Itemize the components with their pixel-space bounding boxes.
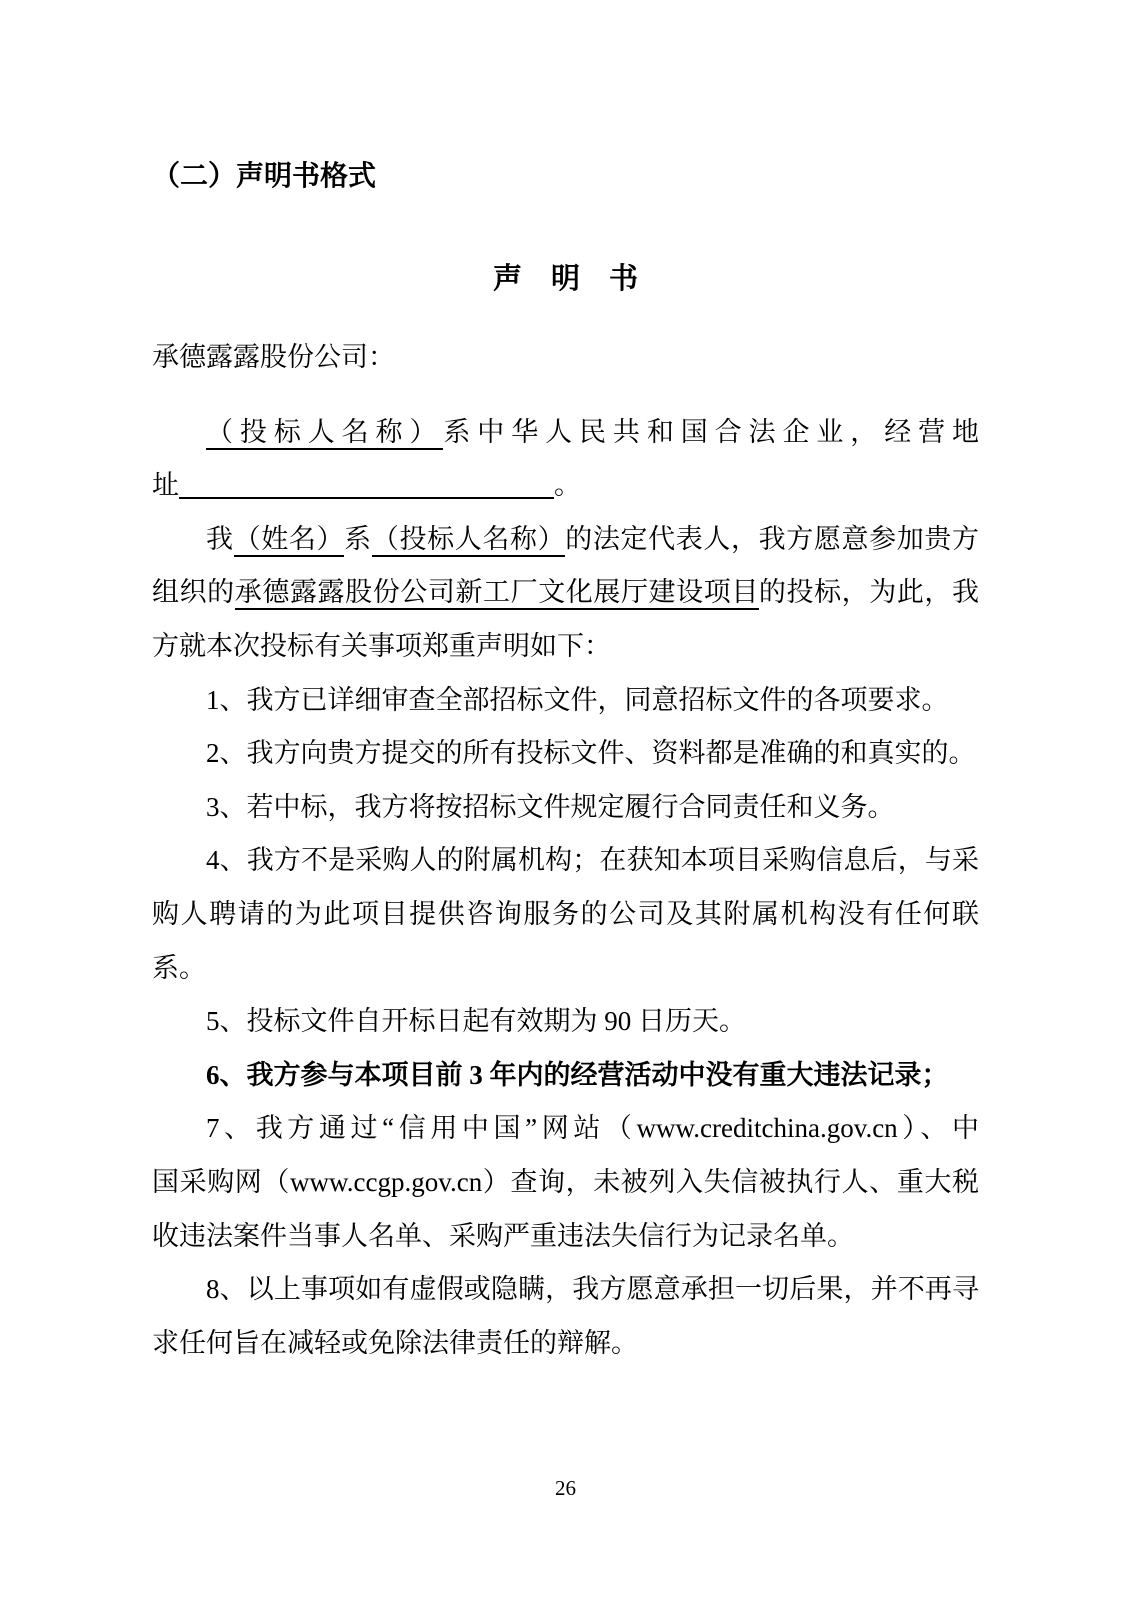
body-line bbox=[152, 995, 979, 1049]
text-segment: 系。 bbox=[152, 952, 206, 983]
text-segment: 收违法案件当事人名单、采购严重违法失信行为记录名单。 bbox=[152, 1220, 854, 1251]
body-line bbox=[152, 781, 979, 835]
text-segment: 4、我方不是采购人的附属机构；在获知本项目采购信息后，与采 bbox=[206, 845, 979, 876]
text-segment: 系 bbox=[344, 523, 372, 554]
text-segment: 国采购网（www.ccgp.gov.cn）查询，未被列入失信被执行人、重大税 bbox=[152, 1166, 979, 1197]
body-line bbox=[152, 1049, 979, 1103]
underlined-text: （投标人名称） bbox=[372, 524, 565, 557]
body-line bbox=[152, 459, 979, 513]
body-line bbox=[152, 1210, 979, 1264]
body-line bbox=[152, 888, 979, 942]
body-line bbox=[152, 674, 979, 728]
body-line bbox=[152, 566, 979, 620]
text-segment: 2、我方向贵方提交的所有投标文件、资料都是准确的和真实的。 bbox=[206, 738, 976, 769]
underlined-text: （投标人名称） bbox=[206, 417, 443, 450]
text-segment: 求任何旨在减轻或免除法律责任的辩解。 bbox=[152, 1327, 638, 1358]
text-segment: 7、我方通过“信用中国”网站（www.creditchina.gov.cn）、中 bbox=[206, 1113, 979, 1144]
text-segment: 组织的 bbox=[152, 577, 235, 608]
body-line bbox=[152, 406, 979, 460]
document-content bbox=[152, 0, 979, 1370]
text-segment: 1、我方已详细审查全部招标文件，同意招标文件的各项要求。 bbox=[206, 684, 949, 715]
body-line bbox=[152, 620, 979, 674]
text-segment: 5、投标文件自开标日起有效期为 90 日历天。 bbox=[206, 1006, 746, 1037]
document-body bbox=[152, 406, 979, 1371]
text-segment: 购人聘请的为此项目提供咨询服务的公司及其附属机构没有任何联 bbox=[152, 898, 979, 929]
document-title: 声 明 书 bbox=[492, 263, 638, 295]
underlined-text: 承德露露股份公司新工厂文化展厅建设项目 bbox=[235, 577, 759, 610]
text-segment: 的法定代表人，我方愿意参加贵方 bbox=[565, 523, 980, 554]
page-number: 26 bbox=[555, 1476, 576, 1500]
text-segment: 方就本次投标有关事项郑重声明如下： bbox=[152, 630, 611, 661]
text-segment: 6、我方参与本项目前 3 年内的经营活动中没有重大违法记录； bbox=[206, 1059, 949, 1090]
blank-underline-field bbox=[179, 469, 554, 499]
text-segment: 我 bbox=[206, 523, 234, 554]
text-segment: 址 bbox=[152, 470, 179, 501]
text-segment: 8、以上事项如有虚假或隐瞒，我方愿意承担一切后果，并不再寻 bbox=[206, 1274, 979, 1305]
body-line bbox=[152, 513, 979, 567]
text-segment: 。 bbox=[554, 470, 581, 501]
section-heading: （二）声明书格式 bbox=[152, 161, 377, 192]
text-segment: 3、若中标，我方将按招标文件规定履行合同责任和义务。 bbox=[206, 791, 895, 822]
body-line bbox=[152, 1317, 979, 1371]
body-line bbox=[152, 1102, 979, 1156]
body-line bbox=[152, 727, 979, 781]
body-line bbox=[152, 1156, 979, 1210]
salutation-line: 承德露露股份公司： bbox=[152, 342, 395, 372]
text-segment: 系中华人民共和国合法企业，经营地 bbox=[443, 416, 980, 447]
underlined-text: （姓名） bbox=[234, 524, 345, 557]
body-line bbox=[152, 1263, 979, 1317]
body-line bbox=[152, 834, 979, 888]
text-segment: 的投标，为此，我 bbox=[758, 577, 980, 608]
body-line bbox=[152, 942, 979, 996]
